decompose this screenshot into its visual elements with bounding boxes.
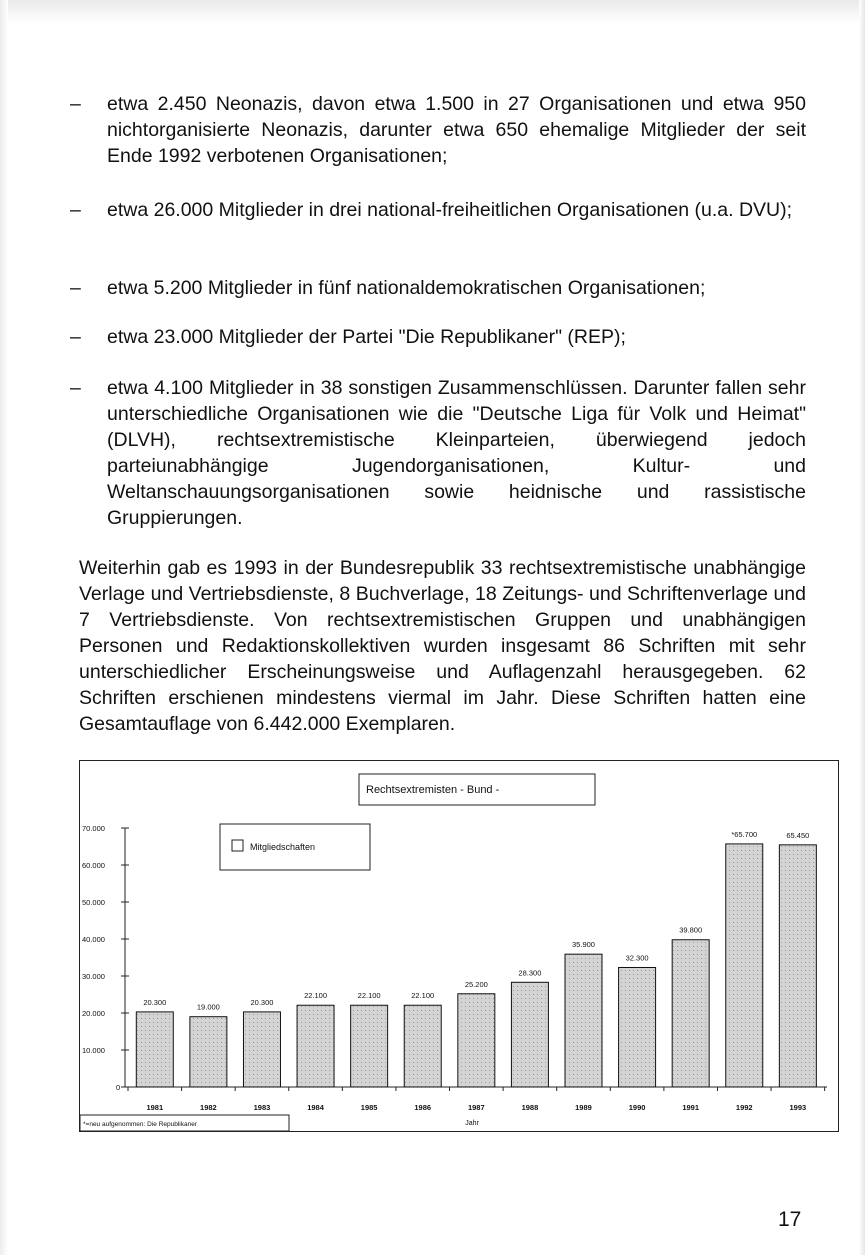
bar	[136, 1012, 173, 1087]
bar	[243, 1012, 280, 1087]
x-tick-label: 1985	[360, 1103, 378, 1112]
list-item	[70, 197, 806, 223]
bar	[779, 845, 816, 1087]
bullet-dash: –	[70, 199, 81, 221]
data-label: 22.100	[411, 991, 435, 1001]
x-tick-label: 1986	[414, 1103, 432, 1112]
bullet-dash: –	[70, 377, 81, 399]
bullet-dash: –	[70, 93, 81, 115]
x-tick-label: 1992	[735, 1103, 753, 1112]
data-label: 35.900	[572, 940, 595, 950]
x-tick-label: 1982	[200, 1103, 217, 1112]
x-tick-label: 1984	[307, 1103, 324, 1112]
x-tick-label: 1990	[628, 1103, 646, 1112]
scan-right-shadow	[859, 0, 865, 1255]
bullet-text: etwa 5.200 Mitglieder in fünf nationaldemokratischen Organisationen;	[107, 277, 706, 299]
bar	[726, 844, 763, 1087]
bar	[619, 967, 656, 1087]
y-tick-label: 40.000	[82, 935, 105, 944]
bullet-text: etwa 4.100 Mitglieder in 38 sonstigen Zusammenschlüssen. Darunter fallen sehr unterschiedliche Organisationen wie die "Deutsche Liga für Volk und Heimat" (DLVH), rechtsextremistische Kleinparteien, überwiegend jedoch parteiunabhängige Jugendorganisationen, Kultur- und Weltanschauungsorganisationen sowie heidnische und rassistische Gruppierungen.	[107, 377, 806, 529]
list-item	[70, 91, 806, 169]
list-item	[70, 324, 806, 350]
bar	[511, 982, 548, 1087]
bar	[458, 994, 495, 1087]
data-label: 19.000	[196, 1002, 220, 1012]
bullet-text: etwa 26.000 Mitglieder in drei national-freiheitlichen Organisationen (u.a. DVU);	[107, 199, 793, 221]
bar	[297, 1005, 334, 1087]
y-tick-label: 20.000	[82, 1009, 105, 1018]
data-label: 65.450	[786, 830, 810, 840]
legend-swatch	[232, 840, 243, 851]
x-tick-label: 1993	[789, 1103, 807, 1112]
y-tick-label: 50.000	[82, 898, 105, 907]
bar	[672, 940, 709, 1087]
y-tick-label: 30.000	[82, 972, 105, 981]
data-label: 25.200	[464, 979, 488, 989]
bar	[190, 1017, 227, 1087]
x-tick-label: 1991	[682, 1103, 700, 1112]
y-tick-label: 60.000	[82, 861, 105, 870]
scan-left-shadow	[0, 0, 8, 1255]
list-item	[70, 375, 806, 531]
data-label: 20.300	[143, 997, 167, 1007]
chart-frame	[79, 760, 839, 1132]
bullet-dash: –	[70, 277, 81, 299]
data-label: 22.100	[304, 991, 328, 1001]
bar	[565, 954, 602, 1087]
x-tick-label: 1989	[575, 1103, 592, 1112]
bar	[404, 1005, 441, 1087]
bullet-text: etwa 23.000 Mitglieder der Partei "Die Republikaner" (REP);	[107, 326, 626, 348]
footnote: *=neu aufgenommen: Die Republikaner	[83, 1121, 198, 1128]
y-tick-label: 10.000	[82, 1046, 105, 1055]
bullet-text: etwa 2.450 Neonazis, davon etwa 1.500 in 27 Organisationen und etwa 950 nichtorganisierte Neonazis, darunter etwa 650 ehemalige Mitglieder der seit Ende 1992 verbotenen Organisationen;	[107, 93, 806, 167]
bar	[351, 1005, 388, 1087]
bar-chart	[80, 761, 838, 1131]
x-tick-label: 1988	[521, 1103, 539, 1112]
scan-top-shadow	[0, 0, 865, 24]
data-label: *65.700	[731, 829, 758, 839]
data-label: 28.300	[518, 968, 542, 978]
y-tick-label: 70.000	[82, 824, 105, 833]
bullet-dash: –	[70, 326, 81, 348]
data-label: 39.800	[679, 925, 703, 935]
data-label: 32.300	[625, 953, 649, 963]
chart-title: Rechtsextremisten - Bund -	[366, 784, 500, 796]
x-tick-label: 1981	[146, 1103, 164, 1112]
page-number: 17	[778, 1208, 802, 1231]
x-axis-label: Jahr	[465, 1120, 479, 1127]
x-tick-label: 1983	[253, 1103, 271, 1112]
data-label: 22.100	[357, 991, 381, 1001]
legend-label: Mitgliedschaften	[250, 842, 316, 852]
list-item	[70, 275, 806, 301]
data-label: 20.300	[250, 997, 274, 1007]
x-tick-label: 1987	[467, 1103, 485, 1112]
body-paragraph: Weiterhin gab es 1993 in der Bundesrepublik 33 rechtsextremistische unabhängige Verlage und Vertriebsdienste, 8 Buchverlage, 18 Zeitungs- und Schriftenverlage und 7 Vertriebsdienste. Von rechtsextremistischen Gruppen und unabhängigen Personen und Redaktionskollektiven wurden insgesamt 86 Schriften mit sehr unterschiedlicher Erscheinungsweise und Auflagenzahl herausgegeben. 62 Schriften erschienen mindestens viermal im Jahr. Diese Schriften hatten eine Gesamtauflage von 6.442.000 Exemplaren.	[79, 557, 806, 735]
y-tick-label: 0	[116, 1083, 121, 1092]
